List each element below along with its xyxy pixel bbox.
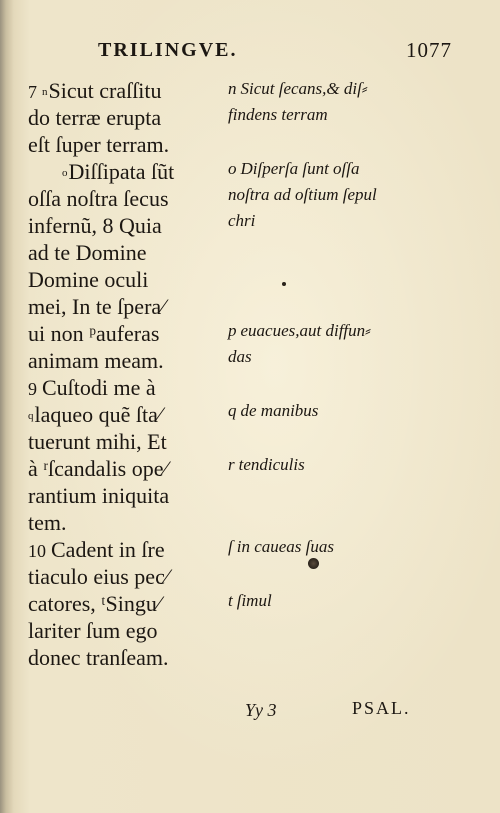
main-line: catores, ᵗSingu⁄ — [28, 591, 161, 616]
main-line: eſt ſuper terram. — [28, 132, 170, 157]
main-line: tem. — [28, 510, 67, 535]
main-line: Domine oculi — [28, 267, 149, 292]
main-line: mei, In te ſpera⁄ — [28, 294, 165, 319]
note-line: r tendiculis — [228, 455, 305, 474]
main-line: tuerunt mihi, Et — [28, 429, 167, 454]
page-number: 1077 — [406, 38, 452, 62]
main-line: rantium iniquita — [28, 483, 170, 508]
main-line: 10 Cadent in ſre — [28, 537, 165, 562]
main-line: 9 Cuſtodi me à — [28, 375, 156, 400]
main-line: oſſa noſtra ſecus — [28, 186, 169, 211]
main-line: $^q$laqueo quẽ ſta⁄ — [28, 402, 162, 427]
note-line: q de manibus — [228, 401, 319, 420]
note-line: findens terram — [228, 105, 328, 124]
main-line: ad te Domine — [28, 240, 147, 265]
ink-dot-mark — [282, 282, 286, 286]
note-line: o Diſperſa ſunt oſſa — [228, 159, 360, 178]
note-line: das — [228, 347, 252, 366]
catchword: PSAL. — [352, 698, 411, 718]
main-line: $^o$Diſſipata ſũt — [62, 159, 175, 184]
main-line: animam meam. — [28, 348, 164, 373]
signature-mark: Yy 3 — [245, 700, 277, 720]
main-line: à ʳſcandalis ope⁄ — [28, 456, 168, 481]
main-line: donec tranſeam. — [28, 645, 169, 670]
ornament-flower-icon — [308, 558, 319, 569]
main-line: ui non ᵖauferas — [28, 321, 160, 346]
note-line: noſtra ad oſtium ſepul — [228, 185, 377, 204]
main-line: do terræ erupta — [28, 105, 162, 130]
note-line: n Sicut ſecans,& diſ⸗ — [228, 79, 368, 98]
main-line: infernũ, 8 Quia — [28, 213, 162, 238]
running-title: TRILINGVE. — [98, 39, 238, 61]
main-line: tiaculo eius pec⁄ — [28, 564, 169, 589]
note-line: ſ in caueas ſuas — [228, 537, 335, 556]
note-line: chri — [228, 211, 256, 230]
main-line: lariter ſum ego — [28, 618, 158, 643]
note-line: t ſimul — [228, 591, 272, 610]
note-line: p euacues,aut diffun⸗ — [228, 321, 371, 340]
main-line: 7 $^n$Sicut craſſitu — [28, 78, 162, 103]
